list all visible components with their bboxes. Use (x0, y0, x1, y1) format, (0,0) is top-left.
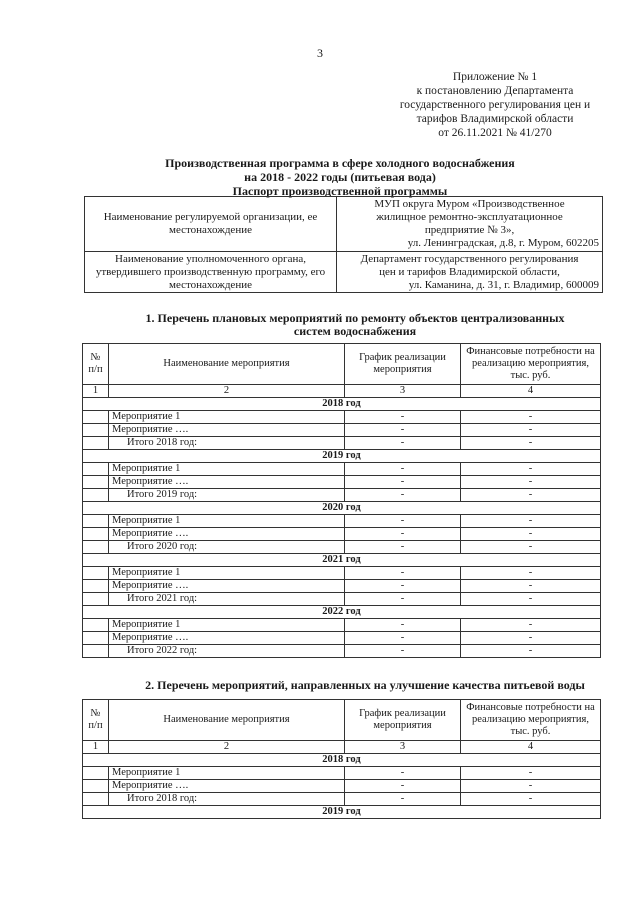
measure-name: Мероприятие …. (109, 528, 345, 541)
finance-value: - (461, 541, 601, 554)
measure-name: Итого 2020 год: (109, 541, 345, 554)
measure-name: Мероприятие 1 (109, 515, 345, 528)
finance-value: - (461, 793, 601, 806)
table-row (83, 619, 601, 632)
year-row (83, 554, 601, 567)
schedule-value: - (345, 593, 461, 606)
header-finance: Финансовые потребности на реализацию мероприятия, тыс. руб. (461, 344, 601, 385)
table-row (83, 793, 601, 806)
passport-row-organization (85, 197, 603, 252)
row-number (83, 645, 109, 658)
measure-name: Мероприятие 1 (109, 767, 345, 780)
table-row (83, 528, 601, 541)
year-label: 2022 год (83, 606, 601, 619)
finance-value: - (461, 476, 601, 489)
schedule-value: - (345, 476, 461, 489)
row-number (83, 780, 109, 793)
finance-value: - (461, 515, 601, 528)
schedule-value: - (345, 767, 461, 780)
finance-value: - (461, 528, 601, 541)
column-number: 2 (109, 385, 345, 398)
column-number: 1 (83, 385, 109, 398)
row-number (83, 541, 109, 554)
row-number (83, 424, 109, 437)
header-name: Наименование мероприятия (109, 700, 345, 741)
passport-value-line: предприятие № 3», (424, 224, 515, 236)
section-2-title: 2. Перечень мероприятий, направленных на улучшение качества питьевой воды (145, 678, 585, 692)
appendix-line: к постановлению Департамента (416, 85, 574, 97)
schedule-value: - (345, 793, 461, 806)
table-row (83, 567, 601, 580)
column-number: 4 (461, 385, 601, 398)
section-title-line: систем водоснабжения (293, 324, 417, 338)
appendix-line: тарифов Владимирской области (416, 113, 574, 125)
plan-table-water-quality (82, 699, 601, 819)
measure-name: Мероприятие 1 (109, 567, 345, 580)
schedule-value: - (345, 632, 461, 645)
finance-value: - (461, 780, 601, 793)
passport-value-line: цен и тарифов Владимирской области, (379, 265, 560, 278)
passport-value-line: МУП округа Муром «Производственное (374, 198, 565, 210)
finance-value: - (461, 619, 601, 632)
measure-name: Мероприятие 1 (109, 463, 345, 476)
row-number (83, 567, 109, 580)
measure-name: Мероприятие …. (109, 580, 345, 593)
year-label: 2019 год (83, 806, 601, 819)
passport-value (337, 197, 603, 252)
table-row (83, 463, 601, 476)
schedule-value: - (345, 489, 461, 502)
schedule-value: - (345, 619, 461, 632)
measure-name: Итого 2021 год: (109, 593, 345, 606)
measure-name: Итого 2018 год: (109, 793, 345, 806)
passport-value-line: ул. Ленинградская, д.8, г. Муром, 602205 (407, 237, 599, 249)
schedule-value: - (345, 580, 461, 593)
table-row (83, 437, 601, 450)
row-number (83, 411, 109, 424)
table-row (83, 580, 601, 593)
measure-name: Итого 2019 год: (109, 489, 345, 502)
year-row (83, 398, 601, 411)
schedule-value: - (345, 424, 461, 437)
header-finance: Финансовые потребности на реализацию мероприятия, тыс. руб. (461, 700, 601, 741)
title-line-2: на 2018 - 2022 годы (питьевая вода) (244, 170, 436, 184)
row-number (83, 767, 109, 780)
column-number-row (83, 385, 601, 398)
table-row (83, 424, 601, 437)
year-row (83, 606, 601, 619)
passport-value-line: жилищное ремонтно-эксплуатационное (376, 211, 563, 223)
finance-value: - (461, 580, 601, 593)
header-num: № п/п (83, 700, 109, 741)
row-number (83, 476, 109, 489)
schedule-value: - (345, 645, 461, 658)
header-schedule: График реализации мероприятия (345, 344, 461, 385)
table-row (83, 476, 601, 489)
title-line-1: Производственная программа в сфере холодного водоснабжения (165, 156, 515, 170)
row-number (83, 793, 109, 806)
finance-value: - (461, 645, 601, 658)
schedule-value: - (345, 515, 461, 528)
passport-label: Наименование уполномоченного органа, утвердившего производственную программу, его местонахождение (85, 252, 337, 293)
row-number (83, 463, 109, 476)
section-1-title (100, 312, 610, 338)
schedule-value: - (345, 541, 461, 554)
table-row (83, 489, 601, 502)
column-number: 1 (83, 741, 109, 754)
header-name: Наименование мероприятия (109, 344, 345, 385)
appendix-line: от 26.11.2021 № 41/270 (438, 127, 552, 139)
title-line-3: Паспорт производственной программы (232, 184, 448, 198)
column-number: 4 (461, 741, 601, 754)
year-row (83, 502, 601, 515)
row-number (83, 632, 109, 645)
measure-name: Мероприятие 1 (109, 619, 345, 632)
column-number: 3 (345, 385, 461, 398)
measure-name: Итого 2022 год: (109, 645, 345, 658)
table-row (83, 632, 601, 645)
row-number (83, 515, 109, 528)
row-number (83, 528, 109, 541)
passport-table (84, 196, 603, 293)
finance-value: - (461, 411, 601, 424)
plan-table-repairs (82, 343, 601, 658)
table-row (83, 411, 601, 424)
appendix-line: Приложение № 1 (452, 71, 538, 83)
row-number (83, 593, 109, 606)
schedule-value: - (345, 780, 461, 793)
page-number: 3 (317, 46, 323, 60)
table-row (83, 541, 601, 554)
table-header-row (83, 344, 601, 385)
table-row (83, 645, 601, 658)
table-row (83, 780, 601, 793)
row-number (83, 489, 109, 502)
schedule-value: - (345, 437, 461, 450)
table-row (83, 515, 601, 528)
year-row (83, 806, 601, 819)
year-label: 2020 год (83, 502, 601, 515)
passport-value (337, 252, 603, 293)
schedule-value: - (345, 567, 461, 580)
appendix-block (380, 70, 610, 140)
schedule-value: - (345, 528, 461, 541)
finance-value: - (461, 489, 601, 502)
table-header-row (83, 700, 601, 741)
year-row (83, 754, 601, 767)
passport-label: Наименование регулируемой организации, ее местонахождение (85, 197, 337, 252)
schedule-value: - (345, 463, 461, 476)
measure-name: Мероприятие …. (109, 476, 345, 489)
row-number (83, 619, 109, 632)
year-label: 2019 год (83, 450, 601, 463)
finance-value: - (461, 424, 601, 437)
year-label: 2018 год (83, 754, 601, 767)
table-row (83, 593, 601, 606)
finance-value: - (461, 463, 601, 476)
column-number: 3 (345, 741, 461, 754)
passport-value-line: Департамент государственного регулирования (360, 252, 579, 265)
table-row (83, 767, 601, 780)
measure-name: Мероприятие …. (109, 780, 345, 793)
header-schedule: График реализации мероприятия (345, 700, 461, 741)
header-num: № п/п (83, 344, 109, 385)
finance-value: - (461, 632, 601, 645)
year-label: 2018 год (83, 398, 601, 411)
passport-row-authority (85, 252, 603, 293)
row-number (83, 580, 109, 593)
finance-value: - (461, 567, 601, 580)
year-label: 2021 год (83, 554, 601, 567)
schedule-value: - (345, 411, 461, 424)
measure-name: Мероприятие …. (109, 632, 345, 645)
passport-value-line: ул. Каманина, д. 31, г. Владимир, 600009 (408, 278, 599, 291)
column-number-row (83, 741, 601, 754)
appendix-line: государственного регулирования цен и (399, 99, 591, 111)
finance-value: - (461, 437, 601, 450)
measure-name: Мероприятие 1 (109, 411, 345, 424)
row-number (83, 437, 109, 450)
year-row (83, 450, 601, 463)
section-title-line: 1. Перечень плановых мероприятий по ремонту объектов централизованных (145, 311, 565, 325)
measure-name: Мероприятие …. (109, 424, 345, 437)
column-number: 2 (109, 741, 345, 754)
finance-value: - (461, 767, 601, 780)
finance-value: - (461, 593, 601, 606)
document-title (0, 156, 640, 198)
measure-name: Итого 2018 год: (109, 437, 345, 450)
